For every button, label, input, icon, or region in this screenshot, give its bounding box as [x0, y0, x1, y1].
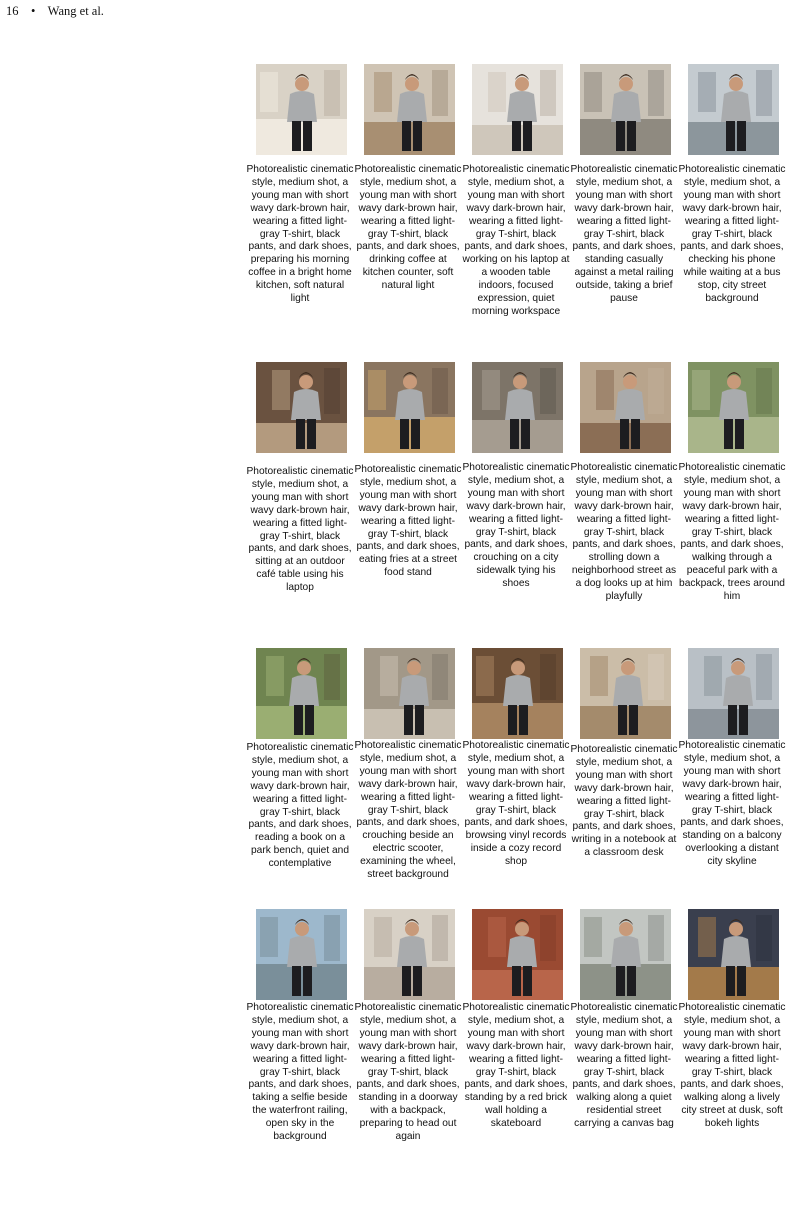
generated-photo: [688, 362, 779, 453]
photo-caption: Photorealistic cinematic style, medium shot, a young man with short wavy dark-brown hair, wearing a fitted light-gray T-shirt, black pants, and dark shoes, working on his laptop at a wooden table indoors, focused expression, quiet morning workspace: [462, 164, 570, 317]
generated-photo: [364, 648, 455, 739]
photo-caption: Photorealistic cinematic style, medium shot, a young man with short wavy dark-brown hair, wearing a fitted light-gray T-shirt, black pants, and dark shoes, reading a book on a park bench, quiet and contemplative: [246, 742, 354, 870]
generated-photo: [256, 648, 347, 739]
generated-photo: [256, 909, 347, 1000]
header-authors: Wang et al.: [47, 4, 104, 18]
generated-photo: [580, 648, 671, 739]
photo-caption: Photorealistic cinematic style, medium shot, a young man with short wavy dark-brown hair, wearing a fitted light-gray T-shirt, black pants, and dark shoes, standing by a red brick wall holding a skateboard: [462, 1002, 570, 1130]
generated-photo: [472, 909, 563, 1000]
photo-caption: Photorealistic cinematic style, medium shot, a young man with short wavy dark-brown hair, wearing a fitted light-gray T-shirt, black pants, and dark shoes, standing in a doorway with a backpack, preparing to head out again: [354, 1002, 462, 1143]
generated-photo: [580, 64, 671, 155]
generated-photo: [688, 648, 779, 739]
generated-photo: [256, 362, 347, 453]
photo-caption: Photorealistic cinematic style, medium shot, a young man with short wavy dark-brown hair, wearing a fitted light-gray T-shirt, black pants, and dark shoes, preparing his morning coffee in a bright home kitchen, soft natural light: [246, 164, 354, 305]
running-header: [6, 4, 104, 19]
generated-photo: [580, 362, 671, 453]
photo-caption: Photorealistic cinematic style, medium shot, a young man with short wavy dark-brown hair, wearing a fitted light-gray T-shirt, black pants, and dark shoes, taking a selfie beside the waterfront railing, open sky in the background: [246, 1002, 354, 1143]
image-grid-figure: [246, 64, 786, 1204]
photo-caption: Photorealistic cinematic style, medium shot, a young man with short wavy dark-brown hair, wearing a fitted light-gray T-shirt, black pants, and dark shoes, crouching on a city sidewalk tying his shoes: [462, 462, 570, 590]
generated-photo: [256, 64, 347, 155]
photo-caption: Photorealistic cinematic style, medium shot, a young man with short wavy dark-brown hair, wearing a fitted light-gray T-shirt, black pants, and dark shoes, standing casually against a metal railing outside, taking a brief pause: [570, 164, 678, 305]
generated-photo: [688, 909, 779, 1000]
generated-photo: [364, 64, 455, 155]
photo-caption: Photorealistic cinematic style, medium shot, a young man with short wavy dark-brown hair, wearing a fitted light-gray T-shirt, black pants, and dark shoes, eating fries at a street food stand: [354, 464, 462, 579]
generated-photo: [364, 362, 455, 453]
photo-caption: Photorealistic cinematic style, medium shot, a young man with short wavy dark-brown hair, wearing a fitted light-gray T-shirt, black pants, and dark shoes, walking through a peaceful park with a backpack, trees around him: [678, 462, 786, 603]
generated-photo: [472, 64, 563, 155]
photo-caption: Photorealistic cinematic style, medium shot, a young man with short wavy dark-brown hair, wearing a fitted light-gray T-shirt, black pants, and dark shoes, drinking coffee at kitchen counter, soft natural light: [354, 164, 462, 292]
photo-caption: Photorealistic cinematic style, medium shot, a young man with short wavy dark-brown hair, wearing a fitted light-gray T-shirt, black pants, and dark shoes, sitting at an outdoor café table using his laptop: [246, 466, 354, 594]
photo-caption: Photorealistic cinematic style, medium shot, a young man with short wavy dark-brown hair, wearing a fitted light-gray T-shirt, black pants, and dark shoes, crouching beside an electric scooter, examining the wheel, street background: [354, 740, 462, 881]
header-bullet: •: [31, 4, 36, 18]
photo-caption: Photorealistic cinematic style, medium shot, a young man with short wavy dark-brown hair, wearing a fitted light-gray T-shirt, black pants, and dark shoes, walking along a quiet residential street carrying a canvas bag: [570, 1002, 678, 1130]
photo-caption: Photorealistic cinematic style, medium shot, a young man with short wavy dark-brown hair, wearing a fitted light-gray T-shirt, black pants, and dark shoes, writing in a notebook at a classroom desk: [570, 744, 678, 859]
photo-caption: Photorealistic cinematic style, medium shot, a young man with short wavy dark-brown hair, wearing a fitted light-gray T-shirt, black pants, and dark shoes, walking along a lively city street at dusk, soft bokeh lights: [678, 1002, 786, 1130]
generated-photo: [364, 909, 455, 1000]
page-number: 16: [6, 4, 19, 18]
generated-photo: [472, 362, 563, 453]
generated-photo: [472, 648, 563, 739]
photo-caption: Photorealistic cinematic style, medium shot, a young man with short wavy dark-brown hair, wearing a fitted light-gray T-shirt, black pants, and dark shoes, checking his phone while waiting at a bus stop, city street background: [678, 164, 786, 305]
photo-caption: Photorealistic cinematic style, medium shot, a young man with short wavy dark-brown hair, wearing a fitted light-gray T-shirt, black pants, and dark shoes, browsing vinyl records inside a cozy record shop: [462, 740, 570, 868]
generated-photo: [580, 909, 671, 1000]
photo-caption: Photorealistic cinematic style, medium shot, a young man with short wavy dark-brown hair, wearing a fitted light-gray T-shirt, black pants, and dark shoes, strolling down a neighborhood street as a dog looks up at him playfully: [570, 462, 678, 603]
photo-caption: Photorealistic cinematic style, medium shot, a young man with short wavy dark-brown hair, wearing a fitted light-gray T-shirt, black pants, and dark shoes, standing on a balcony overlooking a distant city skyline: [678, 740, 786, 868]
generated-photo: [688, 64, 779, 155]
